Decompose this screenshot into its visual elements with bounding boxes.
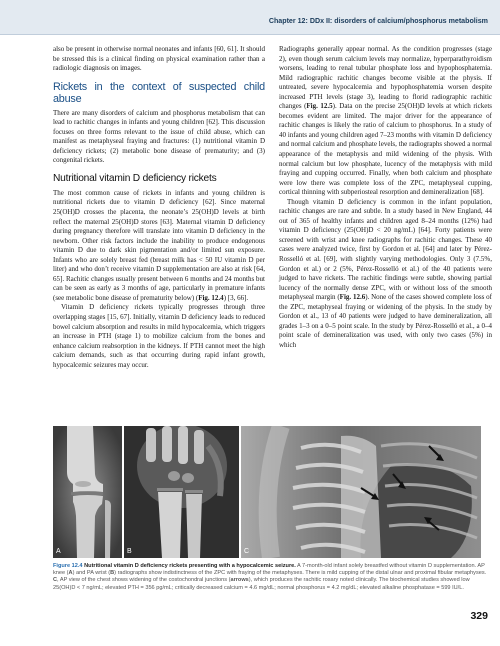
figure-caption: [53, 563, 493, 592]
header-divider: [0, 34, 500, 35]
figure-reference-12-4[interactable]: Fig. 12.4: [198, 293, 224, 302]
paragraph-text: ). None of the cases showed complete loss of the ZPC, metaphyseal fraying or widening of the physis. In the study by Gordon et al., 13 of 40 patients were judged to have demineralization, all grades 1–3 on a 0–5 point scale. In the study by Pérez-Rosselló et al., a 0–4 point scale of demineralization was used, with only two cases (5%) in which: [279, 293, 492, 349]
caption-title: Nutritional vitamin D deficiency rickets presenting with a hypocalcemic seizure.: [84, 563, 296, 569]
caption-text: , AP view of the chest shows widening of the costochondral junctions (: [57, 577, 231, 584]
panel-label-a: A: [56, 548, 61, 555]
paragraph-continuation: also be present in otherwise normal neonates and infants [60, 61]. It should be stressed this is a clinical finding on physical examination rather than a radiologic diagnosis on images.: [53, 45, 265, 73]
page-number: 329: [470, 610, 488, 622]
paragraph-text: ). Data on the precise 25(OH)D levels at which rickets becomes evident are limited. The major driver for the appearance of rachitic changes is likely the ratio of calcium to phosphorus. In a study of 40 infants and young children aged 7–23 months with vitamin D deficiency and normal calcium and phosphate levels, the radiographs showed a normal appearance of the metaphysis and mild widening of the physis. With normal calcium but low phosphate, lucency of the metaphysis with mild fraying and cupping occurred. Finally, when both calcium and phosphate were low there was complete loss of the ZPC, metaphyseal cupping, cortical thinning with subperiosteal resorption and demineralization [68].: [279, 102, 492, 197]
figure-reference-12-6[interactable]: Fig. 12.6: [339, 293, 366, 302]
left-column: [53, 45, 265, 370]
panel-label-b: B: [127, 548, 132, 555]
chest-radiograph-image: [241, 426, 481, 558]
paragraph-intro: There are many disorders of calcium and phosphorus metabolism that can lead to rachitic changes in infants and young children [62]. This discussion focuses on three forms relevant to the issue of child abuse, which can manifest as metaphyseal fraying and fractures: (1) nutritional vitamin D deficiency rickets; (2) metabolic bone disease of prematurity; and (3) congenital rickets.: [53, 108, 265, 165]
paragraph-prevalence: [279, 198, 492, 351]
caption-text: ) and PA wrist (: [72, 570, 111, 577]
caption-arrows-ref: arrows: [230, 577, 249, 584]
paragraph-stages: Vitamin D deficiency rickets typically progresses through three overlapping stages [15, 67]. Initially, vitamin D deficiency leads to reduced bowel calcium absorption and results in mild hypocalcemia, which triggers an increase in PTH (stage 1) to mobilize calcium from the bones and enhance calcium reabsorption in the kidneys. If PTH cannot meet the high calcium demands, such as that occurring during rapid infant growth, hypocalcemic seizures may occur.: [53, 303, 265, 369]
paragraph-nutritional: [53, 189, 265, 304]
wrist-radiograph-image: [124, 426, 239, 558]
caption-panel-ref-a: A: [68, 570, 73, 577]
caption-text: ) radiographs show indistinctness of the ZPC with fraying of the metaphyses. There is mild cupping of the distal ulnar and proximal fibular metaphyses.: [114, 570, 487, 577]
caption-text: ), which produces the rachitic rosary noted clinically. The biochemical studies showed low 25(OH)D < 7 ng/mL; elevated PTH = 356 pg/mL; critically decreased calcium = 4.6 mg/dL; normal phosphorus = 4.2 mg/dL; elevated alkaline phosphatase = 599 IU/L.: [53, 577, 470, 591]
knee-radiograph-image: [53, 426, 122, 558]
paragraph-text: Radiographs generally appear normal. As the condition progresses (stage 2), even though serum calcium levels may normalize, hyperparathyroidism worsens, leading to renal tubular phosphate loss and hypophosphatemia. Mild radiographic rachitic changes become visible at the physis. If untreated, severe hypocalcemia and hypophosphatemia worsen despite increased PTH levels (stage 3), leading to florid radiographic rachitic changes (: [279, 45, 492, 111]
caption-panel-ref-b: B: [110, 570, 115, 577]
caption-figure-label: Figure 12.4: [53, 563, 83, 569]
paragraph-stage-progression: [279, 45, 492, 198]
panel-label-c: C: [244, 548, 250, 555]
section-heading-rickets: Rickets in the context of suspected child abuse: [53, 80, 265, 105]
caption-panel-ref-c: C: [53, 577, 58, 584]
paragraph-text: Though vitamin D deficiency is common in the infant population, rachitic changes are rare and subtle. In a study based in New England, 44 out of 365 of healthy infants and children aged 8–24 months (12%) had vitamin D deficiency (25(OH)D < 20 ng/mL) [64]. Forty patients were screened with wrist and knee radiographs for rachitic changes. These 40 cases were analyzed twice, first by Gordon et al. [64] and later by Pérez-Rosselló et al. [69], with slightly varying methodologies. Only 3 (7.5%, Gordon et al.) or 2 (5%, Pérez-Rosselló et al.) of the 40 patients were judged to have rickets. The rachitic findings were subtle, showing partial lucency of the normally dense ZPC, with or without loss of the smooth metaphyseal margin (: [279, 197, 492, 302]
radiograph-wrist-panel: [124, 426, 239, 558]
right-column: [279, 45, 492, 351]
chapter-title: Chapter 12: DDx II: disorders of calcium/phosphorus metabolism: [268, 17, 488, 25]
radiograph-chest-panel: [241, 426, 481, 558]
caption-text: A 7-month-old infant solely breastfed without vitamin D supplementation. AP knee (: [53, 563, 485, 577]
paragraph-text: ) [3, 66].: [223, 293, 249, 302]
running-header: [0, 0, 500, 34]
figure-12-4: [53, 426, 481, 558]
paragraph-text: The most common cause of rickets in infants and young children is nutritional rickets due to vitamin D deficiency [62]. Since maternal 25(OH)D crosses the placenta, the neonate’s 25(OH)D levels at birth reflect the maternal 25(OH)D stores [63]. Maternal vitamin D deficiency during pregnancy therefore will translate into vitamin D deficiency in the newborn. Other risk factors include the inability to produce endogenous vitamin D due to dark skin pigmentation and/or limited sun exposure. Infants who are solely breast fed (breast milk has < 50 IU vitamin D per liter) and who don’t receive vitamin D supplementation are also at risk [64, 65]. Rachitic changes usually present between 6 months and 24 months but can be seen as early as 3 months of age, particularly in premature infants (see metabolic bone disease of prematurity below) (: [53, 188, 265, 302]
figure-reference-12-5[interactable]: Fig. 12.5: [306, 102, 333, 111]
radiograph-knee-panel: [53, 426, 122, 558]
subsection-heading-nutritional: Nutritional vitamin D deficiency rickets: [53, 172, 217, 184]
